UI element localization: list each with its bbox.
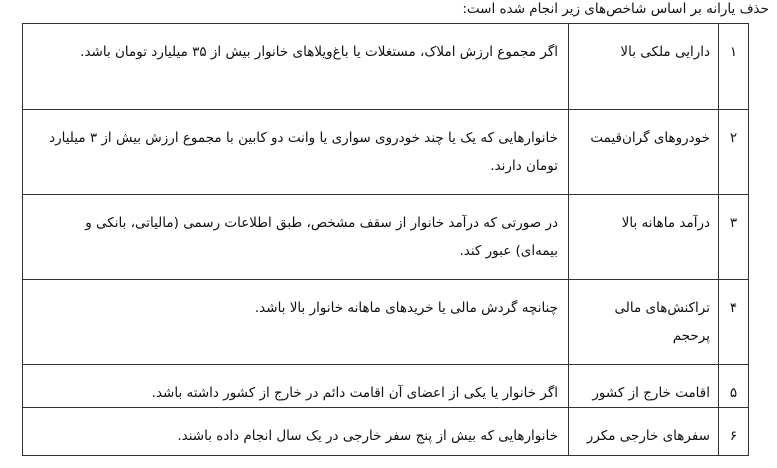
criterion-title: درآمد ماهانه بالا: [569, 195, 719, 280]
table-row: [23, 408, 749, 456]
row-number: ۱: [719, 24, 749, 110]
criterion-title: تراکنش‌های مالی پرحجم: [569, 280, 719, 365]
table-row: [23, 195, 749, 280]
table-row: [23, 110, 749, 195]
criterion-title: خودروهای گران‌قیمت: [569, 110, 719, 195]
criterion-description: خانوارهایی که یک یا چند خودروی سواری یا وانت دو کابین با مجموع ارزش بیش از ۳ میلیارد تومان دارند.: [23, 110, 569, 195]
row-number: ۲: [719, 110, 749, 195]
row-number: ۳: [719, 195, 749, 280]
criterion-description: اگر مجموع ارزش املاک، مستغلات یا باغ‌ویلاهای خانوار بیش از ۳۵ میلیارد تومان باشد.: [23, 24, 569, 110]
criterion-title: دارایی ملکی بالا: [569, 24, 719, 110]
criterion-title: اقامت خارج از کشور: [569, 365, 719, 408]
table-row: [23, 24, 749, 110]
criterion-description: خانوارهایی که بیش از پنج سفر خارجی در یک سال انجام داده باشند.: [23, 408, 569, 456]
table-row: [23, 280, 749, 365]
criterion-description: اگر خانوار یا یکی از اعضای آن اقامت دائم در خارج از کشور داشته باشد.: [23, 365, 569, 408]
criterion-description: چنانچه گردش مالی یا خریدهای ماهانه خانوار بالا باشد.: [23, 280, 569, 365]
table-row: [23, 365, 749, 408]
intro-text: حذف یارانه بر اساس شاخص‌های زیر انجام شده است:: [462, 1, 769, 17]
criteria-table: [22, 23, 749, 456]
row-number: ۴: [719, 280, 749, 365]
criterion-title: سفرهای خارجی مکرر: [569, 408, 719, 456]
row-number: ۶: [719, 408, 749, 456]
criterion-description: در صورتی که درآمد خانوار از سقف مشخص، طبق اطلاعات رسمی (مالیاتی، بانکی و بیمه‌ای) عبور کند.: [23, 195, 569, 280]
row-number: ۵: [719, 365, 749, 408]
